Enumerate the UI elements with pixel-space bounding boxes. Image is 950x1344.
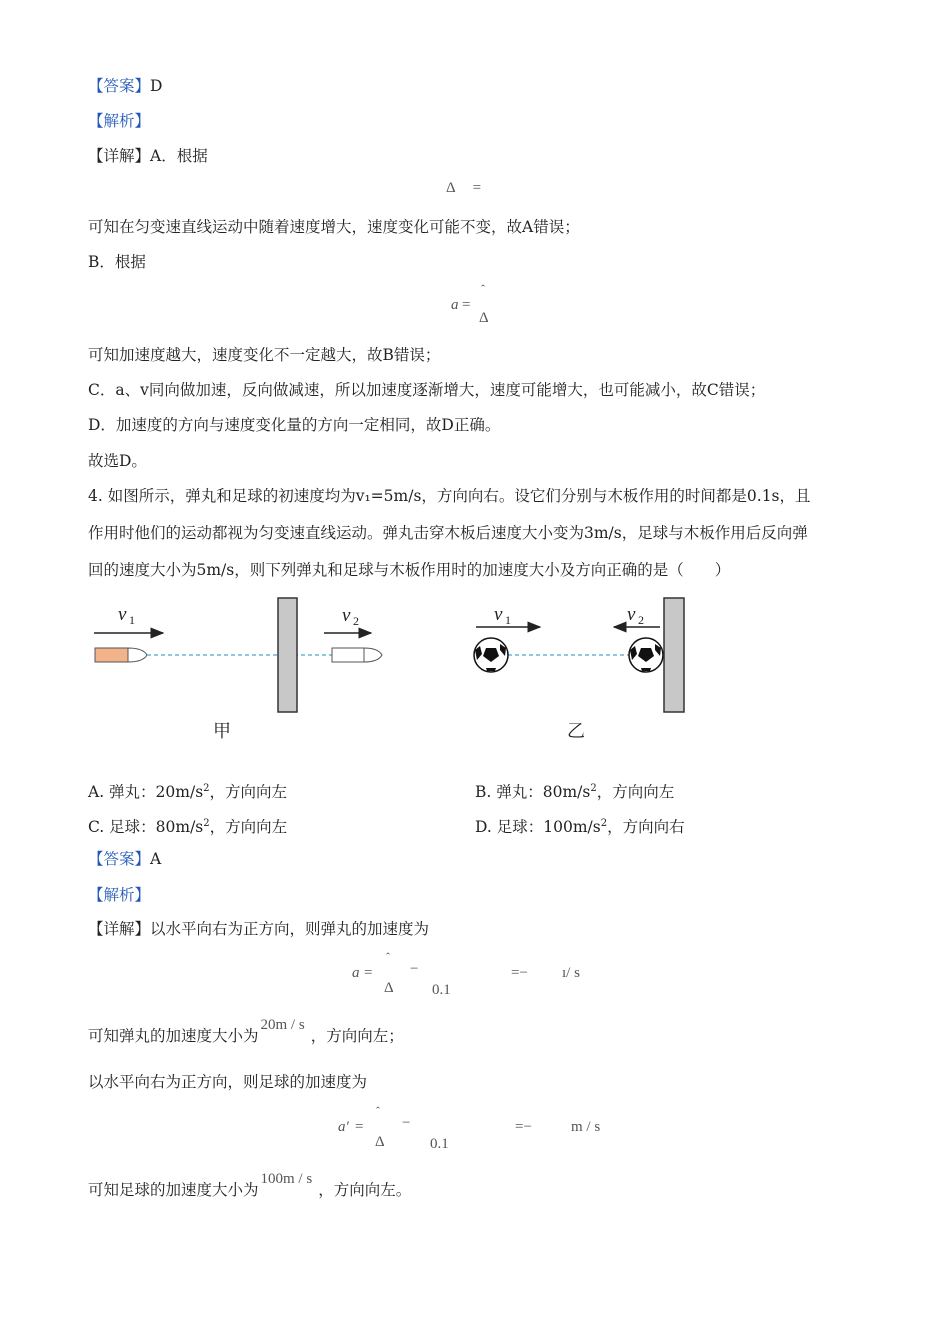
board-right (664, 598, 684, 712)
formula-4-unit: m / s (571, 1119, 601, 1135)
option-a-text: A. 弹丸：20m/s (88, 783, 204, 802)
q4-stem-line-1: 4. 如图所示，弹丸和足球的初速度均为v₁=5m/s，方向向右。设它们分别与木板作用的时间都是0.1s，且 (88, 487, 811, 505)
text-c: C．a、v同向做加速，反向做减速，所以加速度逐渐增大，速度可能增大，也可能减小，故C错误； (88, 381, 766, 399)
detail-text-q4: 以水平向右为正方向，则弹丸的加速度为 (150, 920, 430, 938)
formula-3-a: a (352, 965, 360, 981)
detail-line-q3 (88, 146, 208, 166)
formula-3-minus: − (410, 961, 419, 977)
formula-1-eq: = (472, 180, 482, 196)
ball-accel-value: 100m / s (260, 1171, 313, 1187)
answer-line-q4 (88, 849, 161, 869)
text-bullet-result (88, 1017, 404, 1047)
bullet-accel-value: 20m / s (260, 1017, 305, 1033)
option-b-sup: 2 (590, 783, 597, 794)
ball-after (629, 638, 663, 672)
text-b: 可知加速度越大，速度变化不一定越大，故B错误； (88, 346, 441, 364)
bullet-before-tip (128, 648, 147, 662)
formula-3-result: =− (511, 965, 528, 981)
v2-sub-left: 2 (353, 614, 359, 628)
option-b-dir: ，方向向左 (596, 783, 675, 802)
text-ball-result (88, 1171, 412, 1201)
formula-4-mark: ˆ (376, 1104, 380, 1118)
collision-figure (0, 590, 950, 760)
v1-sub-right: 1 (505, 613, 511, 627)
formula-3-unit: ı/ s (562, 965, 580, 981)
answer-line-q3 (88, 76, 162, 96)
v2-label-right: v (627, 604, 636, 625)
label-yi: 乙 (567, 721, 585, 742)
formula-4-a: a′ (338, 1119, 349, 1135)
formula-2-eq: = (462, 297, 471, 313)
q4-stem-line-3: 回的速度大小为5m/s，则下列弹丸和足球与木板作用时的加速度大小及方向正确的是（ ） (88, 561, 731, 579)
option-a-sup: 2 (203, 783, 210, 794)
formula-3-mark: ˆ (386, 950, 390, 964)
formula-4-t: 0.1 (430, 1136, 449, 1152)
v1-label-right: v (494, 604, 503, 625)
detail-text: A．根据 (150, 147, 208, 165)
option-d-text: D. 足球：100m/s (475, 818, 601, 837)
formula-2-a: a (451, 297, 459, 313)
formula-3-eq: = (364, 965, 373, 981)
formula-4-delta: Δ (375, 1134, 385, 1150)
bullet-after (332, 648, 364, 662)
answer-value-q4: A (150, 850, 162, 868)
answer-value: D (150, 77, 163, 95)
option-a[interactable] (88, 779, 287, 802)
formula-3-delta: Δ (384, 980, 394, 996)
formula-1 (446, 180, 481, 197)
v1-sub-left: 1 (129, 613, 135, 627)
text-ball-lead: 可知足球的加速度大小为 (88, 1181, 259, 1199)
analysis-tag: 【解析】 (88, 112, 151, 130)
option-c-dir: ，方向向左 (209, 818, 288, 837)
option-c-text: C. 足球：80m/s (88, 818, 204, 837)
bullet-after-tip (364, 648, 382, 662)
formula-2-mark: ˆ (481, 282, 485, 296)
option-b-text: B. 弹丸：80m/s (475, 783, 591, 802)
v2-label-left: v (342, 605, 351, 626)
option-c-sup: 2 (203, 818, 210, 829)
text-d: D．加速度的方向与速度变化量的方向一定相同，故D正确。 (88, 416, 501, 434)
formula-3-t: 0.1 (432, 982, 451, 998)
ball-before (474, 638, 508, 672)
formula-4-eq: = (355, 1119, 364, 1135)
text-bullet-lead: 可知弹丸的加速度大小为 (88, 1027, 259, 1045)
option-c[interactable] (88, 814, 287, 837)
formula-4-minus: − (402, 1115, 411, 1131)
v2-sub-right: 2 (638, 613, 644, 627)
formula-2-delta: Δ (479, 310, 489, 326)
option-b[interactable] (475, 779, 674, 802)
option-a-dir: ，方向向左 (209, 783, 288, 802)
label-jia: 甲 (213, 721, 231, 742)
answer-tag: 【答案】 (88, 77, 151, 95)
text-b-head: B．根据 (88, 253, 146, 271)
option-d-dir: ，方向向右 (607, 818, 685, 837)
detail-tag: 【详解】 (88, 147, 151, 165)
text-a: 可知在匀变速直线运动中随着速度增大，速度变化可能不变，故A错误； (88, 218, 580, 236)
text-ball: 以水平向右为正方向，则足球的加速度为 (88, 1073, 368, 1091)
detail-tag-q4: 【详解】 (88, 920, 151, 938)
detail-line-q4 (88, 919, 429, 939)
formula-4-result: =− (515, 1119, 532, 1135)
option-d-sup: 2 (600, 818, 608, 829)
conclusion: 故选D。 (88, 452, 147, 470)
board-left (278, 598, 297, 712)
q4-stem-line-2: 作用时他们的运动都视为匀变速直线运动。弹丸击穿木板后速度大小变为3m/s，足球与木板作用后反向弹 (88, 524, 808, 542)
formula-1-left: Δ (446, 180, 455, 196)
analysis-tag-q4: 【解析】 (88, 886, 151, 904)
ball-accel-dir: ，方向向左。 (318, 1181, 412, 1199)
answer-tag-q4: 【答案】 (88, 850, 151, 868)
option-d[interactable] (475, 814, 685, 837)
bullet-accel-dir: ，方向向左； (310, 1027, 404, 1045)
bullet-before (95, 648, 128, 662)
v1-label-left: v (118, 604, 127, 625)
